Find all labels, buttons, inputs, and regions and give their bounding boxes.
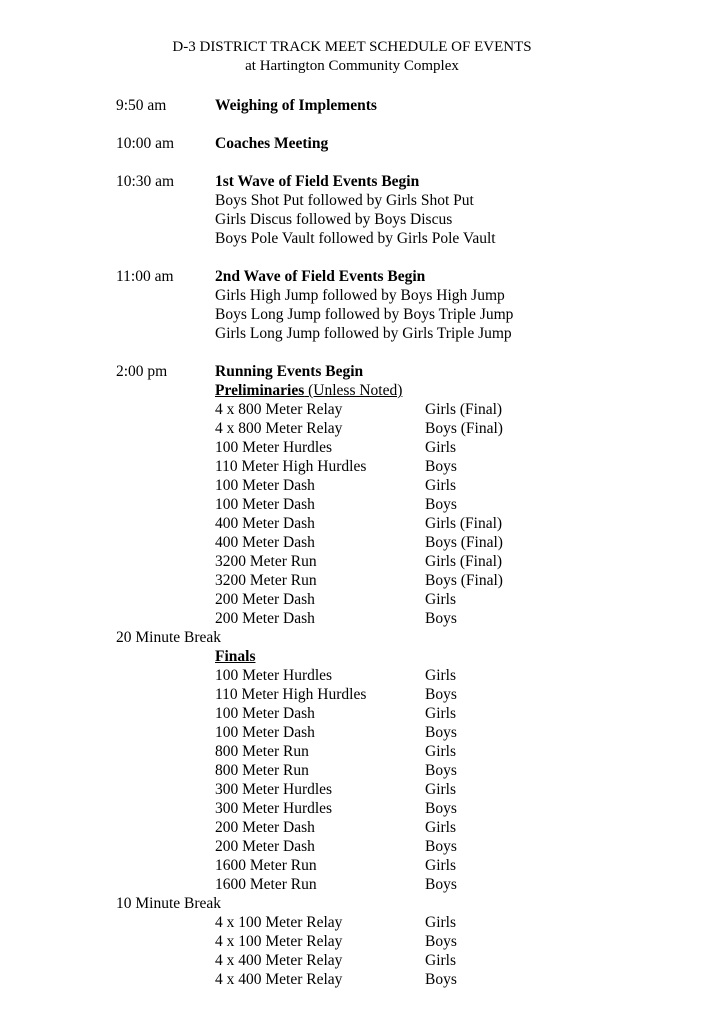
prelim-division: Girls: [425, 477, 456, 494]
wave1-line: Boys Pole Vault followed by Girls Pole Vault: [215, 230, 496, 247]
final-division: Girls: [425, 743, 456, 760]
prelim-event: 200 Meter Dash: [215, 591, 315, 608]
final-division: Girls: [425, 857, 456, 874]
heading-coaches: Coaches Meeting: [215, 135, 329, 152]
final-event: 300 Meter Hurdles: [215, 781, 333, 798]
finals-heading: Finals: [215, 648, 256, 665]
document-subtitle: at Hartington Community Complex: [245, 58, 459, 74]
prelims-label: Preliminaries: [215, 382, 305, 399]
final-event: 1600 Meter Run: [215, 857, 317, 874]
relay-division: Girls: [425, 914, 456, 931]
document-header: [0, 38, 704, 76]
prelim-event: 200 Meter Dash: [215, 610, 315, 627]
final-division: Boys: [425, 876, 457, 893]
final-event: 200 Meter Dash: [215, 838, 315, 855]
prelim-division: Boys (Final): [425, 420, 503, 437]
final-division: Girls: [425, 781, 456, 798]
final-division: Girls: [425, 667, 456, 684]
relay-division: Girls: [425, 952, 456, 969]
final-division: Boys: [425, 838, 457, 855]
final-event: 300 Meter Hurdles: [215, 800, 333, 817]
prelim-division: Boys (Final): [425, 572, 503, 589]
prelim-division: Boys: [425, 458, 457, 475]
prelim-event: 110 Meter High Hurdles: [215, 458, 367, 475]
final-event: 200 Meter Dash: [215, 819, 315, 836]
final-event: 800 Meter Run: [215, 743, 309, 760]
time-wave1: 10:30 am: [116, 173, 175, 190]
wave2-line: Boys Long Jump followed by Boys Triple Jump: [215, 306, 514, 323]
final-event: 100 Meter Dash: [215, 724, 315, 741]
final-event: 100 Meter Dash: [215, 705, 315, 722]
prelim-event: 400 Meter Dash: [215, 515, 315, 532]
time-weigh: 9:50 am: [116, 97, 167, 114]
heading-running: Running Events Begin: [215, 363, 364, 380]
heading-weigh: Weighing of Implements: [215, 97, 377, 114]
final-division: Girls: [425, 705, 456, 722]
prelim-event: 100 Meter Hurdles: [215, 439, 333, 456]
time-wave2: 11:00 am: [116, 268, 174, 285]
relay-division: Boys: [425, 933, 457, 950]
prelim-event: 4 x 800 Meter Relay: [215, 401, 343, 418]
prelim-division: Boys: [425, 496, 457, 513]
prelim-event: 400 Meter Dash: [215, 534, 315, 551]
wave1-line: Girls Discus followed by Boys Discus: [215, 211, 453, 228]
heading-wave1: 1st Wave of Field Events Begin: [215, 173, 420, 190]
prelims-note: (Unless Noted): [304, 382, 403, 399]
prelim-event: 100 Meter Dash: [215, 496, 315, 513]
final-event: 110 Meter High Hurdles: [215, 686, 367, 703]
relay-division: Boys: [425, 971, 457, 988]
prelim-event: 3200 Meter Run: [215, 553, 317, 570]
document-title: D-3 DISTRICT TRACK MEET SCHEDULE OF EVENTS: [172, 39, 532, 55]
wave1-line: Boys Shot Put followed by Girls Shot Put: [215, 192, 474, 209]
prelim-division: Girls (Final): [425, 515, 503, 532]
relay-event: 4 x 400 Meter Relay: [215, 952, 343, 969]
final-event: 1600 Meter Run: [215, 876, 317, 893]
prelims-heading: [215, 381, 402, 400]
final-event: 100 Meter Hurdles: [215, 667, 333, 684]
prelim-division: Boys: [425, 610, 457, 627]
final-event: 800 Meter Run: [215, 762, 309, 779]
relay-event: 4 x 400 Meter Relay: [215, 971, 343, 988]
final-division: Boys: [425, 686, 457, 703]
prelim-division: Girls (Final): [425, 401, 503, 418]
prelim-event: 100 Meter Dash: [215, 477, 315, 494]
time-running: 2:00 pm: [116, 363, 168, 380]
heading-wave2: 2nd Wave of Field Events Begin: [215, 268, 426, 285]
prelim-division: Boys (Final): [425, 534, 503, 551]
relay-event: 4 x 100 Meter Relay: [215, 914, 343, 931]
wave2-line: Girls High Jump followed by Boys High Jump: [215, 287, 505, 304]
prelim-event: 3200 Meter Run: [215, 572, 317, 589]
final-division: Boys: [425, 762, 457, 779]
break-10-minute: 10 Minute Break: [116, 895, 222, 912]
wave2-line: Girls Long Jump followed by Girls Triple Jump: [215, 325, 512, 342]
prelim-division: Girls: [425, 591, 456, 608]
time-coaches: 10:00 am: [116, 135, 175, 152]
final-division: Boys: [425, 800, 457, 817]
final-division: Girls: [425, 819, 456, 836]
relay-event: 4 x 100 Meter Relay: [215, 933, 343, 950]
final-division: Boys: [425, 724, 457, 741]
break-20-minute: 20 Minute Break: [116, 629, 222, 646]
prelim-event: 4 x 800 Meter Relay: [215, 420, 343, 437]
prelim-division: Girls: [425, 439, 456, 456]
prelim-division: Girls (Final): [425, 553, 503, 570]
